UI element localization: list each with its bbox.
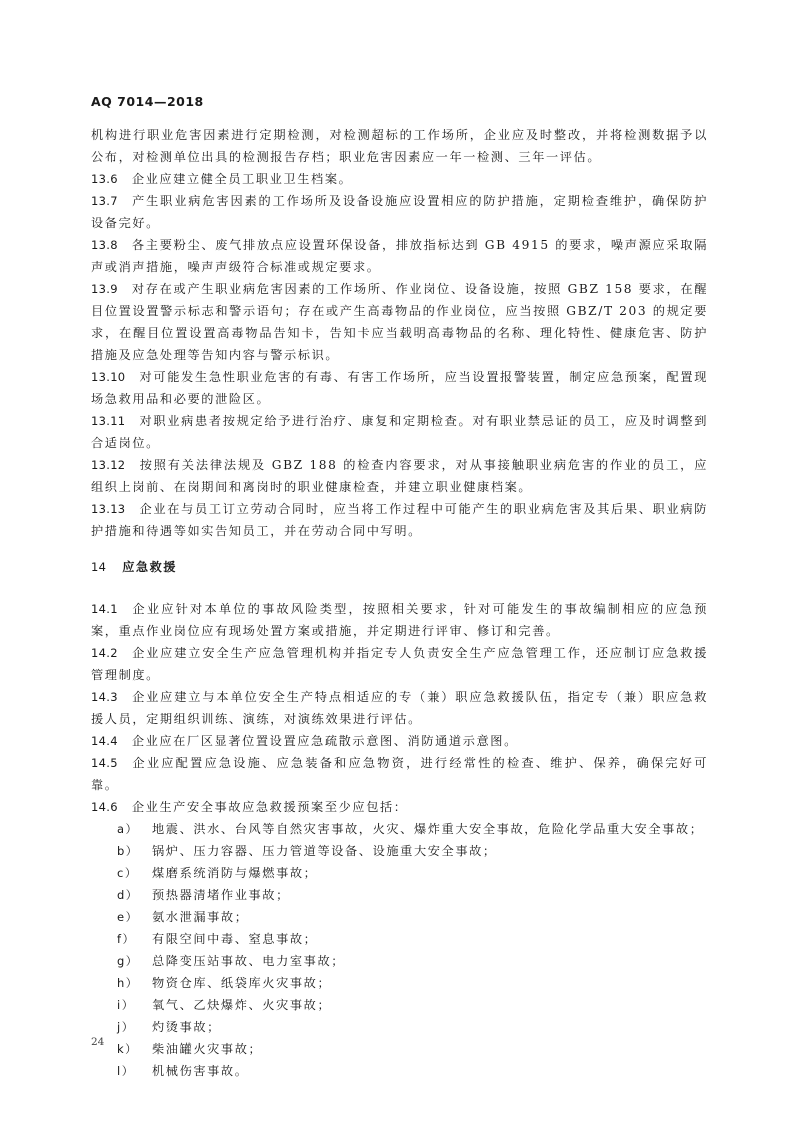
list-label: f）	[117, 932, 136, 946]
clause-number: 13.6	[91, 172, 118, 186]
list-label: i）	[117, 998, 135, 1012]
clause-text: 按照有关法律法规及 GBZ 188 的检查内容要求，对从事接触职业病危害的作业的员工，应组织上岗前、在岗期间和离岗时的职业健康检查，并建立职业健康档案。	[91, 458, 708, 494]
list-label: e）	[117, 910, 139, 924]
list-14-6	[91, 818, 708, 1082]
clause-number: 13.7	[91, 194, 118, 208]
clause-13-continued	[91, 124, 708, 542]
list-text: 预热器清堵作业事故；	[152, 888, 290, 902]
clause-text: 企业应在厂区显著位置设置应急疏散示意图、消防通道示意图。	[131, 734, 518, 748]
clause-text: 企业应建立安全生产应急管理机构并指定专人负责安全生产应急管理工作，还应制订应急救援管理制度。	[91, 646, 708, 682]
list-label: h）	[117, 976, 139, 990]
list-item	[91, 1060, 708, 1082]
clause-text: 企业应针对本单位的事故风险类型，按照相关要求，针对可能发生的事故编制相应的应急预案，重点作业岗位应有现场处置方案或措施，并定期进行评审、修订和完善。	[91, 602, 708, 638]
clause-paragraph	[91, 796, 708, 818]
list-label: b）	[117, 844, 139, 858]
list-text: 煤磨系统消防与爆燃事故；	[152, 866, 318, 880]
clause-paragraph	[91, 234, 708, 278]
page-number: 24	[91, 1036, 105, 1048]
clause-number: 14.6	[91, 800, 118, 814]
standard-number-header: AQ 7014—2018	[91, 94, 204, 109]
clause-paragraph	[91, 498, 708, 542]
list-item	[91, 950, 708, 972]
list-item	[91, 928, 708, 950]
section-title: 应急救援	[122, 560, 177, 574]
clause-text: 产生职业病危害因素的工作场所及设备设施应设置相应的防护措施，定期检查维护，确保防护设备完好。	[91, 194, 708, 230]
list-label: g）	[117, 954, 139, 968]
list-text: 氧气、乙炔爆炸、火灾事故；	[152, 998, 332, 1012]
list-text: 氨水泄漏事故；	[152, 910, 249, 924]
page-content	[91, 124, 708, 1082]
list-item	[91, 840, 708, 862]
list-text: 锅炉、压力容器、压力管道等设备、设施重大安全事故；	[152, 844, 497, 858]
clause-number: 14.1	[91, 602, 118, 616]
clause-number: 13.10	[91, 370, 126, 384]
list-item	[91, 906, 708, 928]
clause-number: 13.8	[91, 238, 118, 252]
clause-text: 企业应建立健全员工职业卫生档案。	[131, 172, 353, 186]
list-label: d）	[117, 888, 139, 902]
list-label: a）	[117, 822, 139, 836]
clause-text: 企业生产安全事故应急救援预案至少应包括：	[131, 800, 408, 814]
list-text: 柴油罐火灾事故；	[152, 1042, 263, 1056]
clause-paragraph	[91, 168, 708, 190]
list-label: k）	[117, 1042, 139, 1056]
clause-text: 企业应建立与本单位安全生产特点相适应的专（兼）职应急救援队伍，指定专（兼）职应急救援人员，定期组织训练、演练，对演练效果进行评估。	[91, 690, 708, 726]
clause-paragraph	[91, 752, 708, 796]
clause-text: 机构进行职业危害因素进行定期检测，对检测超标的工作场所，企业应及时整改，并将检测数据予以公布，对检测单位出具的检测报告存档；职业危害因素应一年一检测、三年一评估。	[91, 128, 708, 164]
clause-paragraph	[91, 730, 708, 752]
clause-14	[91, 598, 708, 818]
clause-paragraph	[91, 454, 708, 498]
list-label: j）	[117, 1020, 135, 1034]
section-heading-14	[91, 556, 708, 578]
list-item	[91, 862, 708, 884]
list-item	[91, 1016, 708, 1038]
clause-paragraph	[91, 410, 708, 454]
clause-number: 14.3	[91, 690, 118, 704]
list-text: 物资仓库、纸袋库火灾事故；	[152, 976, 332, 990]
list-item	[91, 972, 708, 994]
clause-text: 各主要粉尘、废气排放点应设置环保设备，排放指标达到 GB 4915 的要求，噪声源应采取隔声或消声措施，噪声声级符合标准或规定要求。	[91, 238, 708, 274]
clause-number: 13.12	[91, 458, 126, 472]
list-text: 有限空间中毒、窒息事故；	[152, 932, 318, 946]
list-label: c）	[117, 866, 138, 880]
clause-number: 14.4	[91, 734, 118, 748]
clause-text: 企业在与员工订立劳动合同时，应当将工作过程中可能产生的职业病危害及其后果、职业病防护措施和待遇等如实告知员工，并在劳动合同中写明。	[91, 502, 708, 538]
clause-number: 13.11	[91, 414, 126, 428]
list-text: 机械伤害事故。	[152, 1064, 249, 1078]
list-text: 地震、洪水、台风等自然灾害事故，火灾、爆炸重大安全事故，危险化学品重大安全事故；	[152, 822, 704, 836]
list-text: 灼烫事故；	[152, 1020, 221, 1034]
clause-text: 对存在或产生职业病危害因素的工作场所、作业岗位、设备设施，按照 GBZ 158 要求，在醒目位置设置警示标志和警示语句；存在或产生高毒物品的作业岗位，应当按照 GBZ/T 203 的规定要求，在醒目位置设置高毒物品告知卡，告知卡应当载明高毒物品的名称、理化特性、健康危害、防护措施及应急处理等告知内容与警示标识。	[91, 282, 708, 362]
list-item	[91, 994, 708, 1016]
clause-number: 14.2	[91, 646, 118, 660]
clause-text: 对可能发生急性职业危害的有毒、有害工作场所，应当设置报警装置，制定应急预案，配置现场急救用品和必要的泄险区。	[91, 370, 708, 406]
clause-paragraph	[91, 686, 708, 730]
list-item	[91, 884, 708, 906]
list-item	[91, 818, 708, 840]
clause-paragraph	[91, 598, 708, 642]
clause-paragraph	[91, 278, 708, 366]
clause-number: 14.5	[91, 756, 118, 770]
clause-number: 13.9	[91, 282, 118, 296]
section-number: 14	[91, 560, 107, 574]
clause-text: 对职业病患者按规定给予进行治疗、康复和定期检查。对有职业禁忌证的员工，应及时调整到合适岗位。	[91, 414, 708, 450]
list-text: 总降变压站事故、电力室事故；	[152, 954, 346, 968]
clause-paragraph	[91, 642, 708, 686]
clause-number: 13.13	[91, 502, 126, 516]
clause-paragraph	[91, 124, 708, 168]
clause-paragraph	[91, 366, 708, 410]
clause-paragraph	[91, 190, 708, 234]
clause-text: 企业应配置应急设施、应急装备和应急物资，进行经常性的检查、维护、保养，确保完好可靠。	[91, 756, 708, 792]
list-label: l）	[117, 1064, 135, 1078]
list-item	[91, 1038, 708, 1060]
